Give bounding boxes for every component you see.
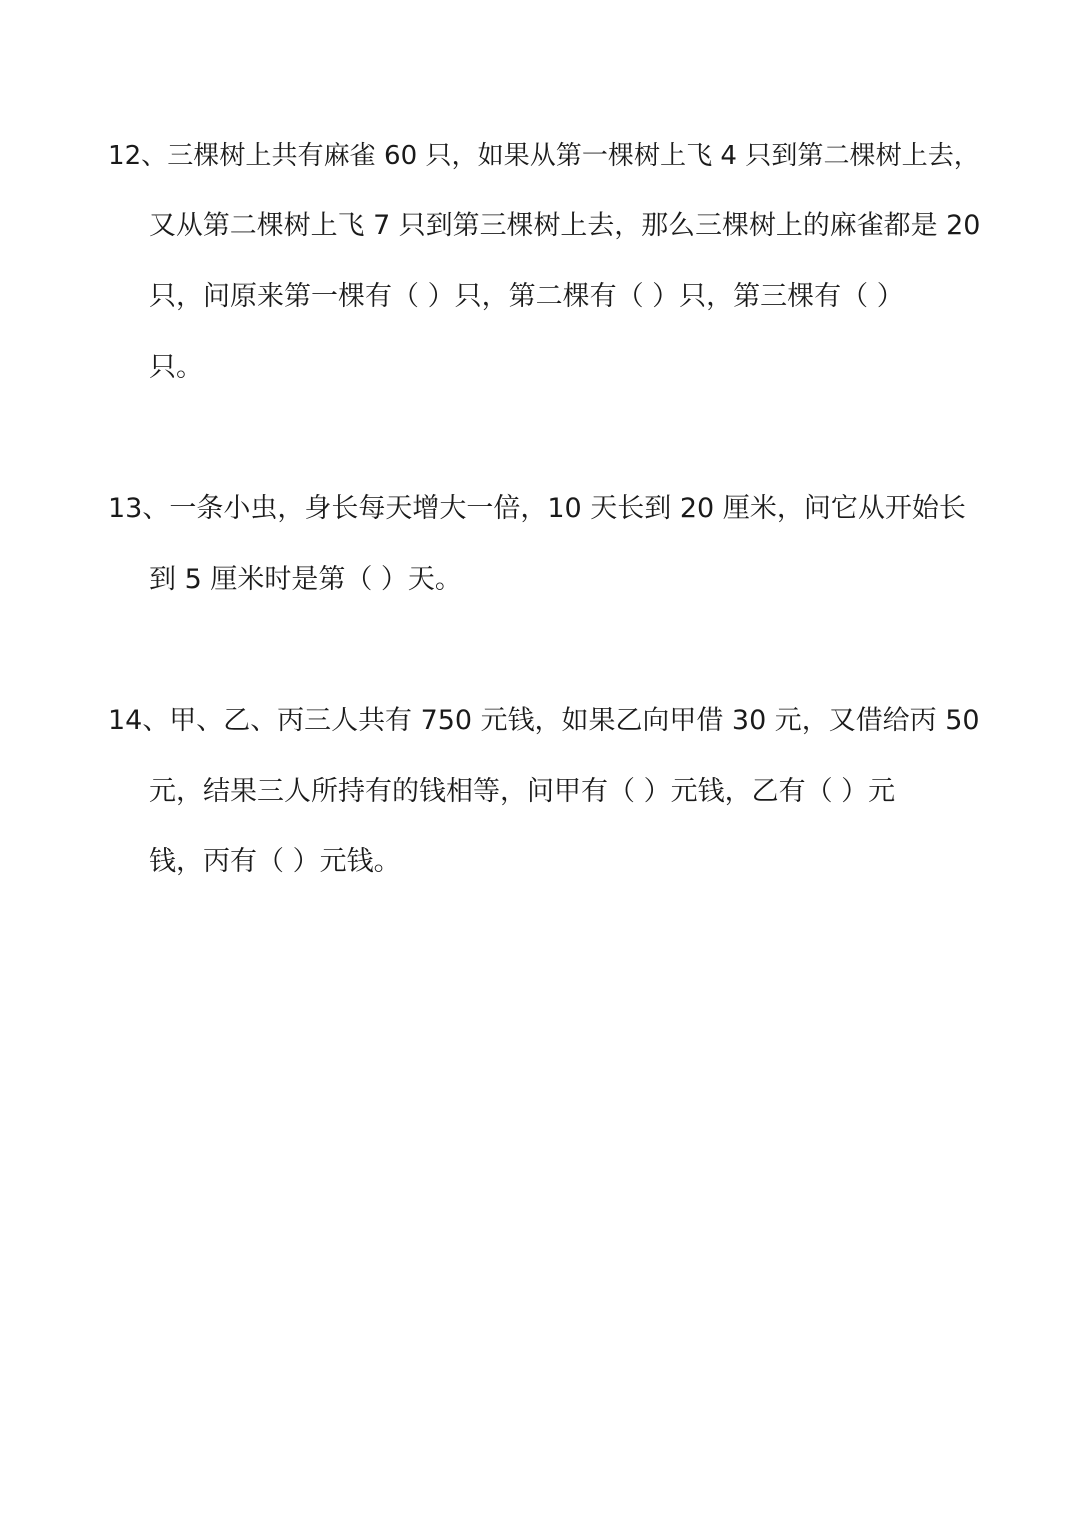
question-14-line-1: 14、甲、乙、丙三人共有 750 元钱，如果乙向甲借 30 元，又借给丙 50	[108, 705, 980, 736]
question-12-line-2: 又从第二棵树上飞 7 只到第三棵树上去，那么三棵树上的麻雀都是 20	[149, 210, 981, 241]
question-12-line-1: 12、三棵树上共有麻雀 60 只，如果从第一棵树上飞 4 只到第二棵树上去，	[108, 141, 980, 171]
question-13-line-1: 13、一条小虫，身长每天增大一倍，10 天长到 20 厘米，问它从开始长	[108, 493, 966, 524]
question-12-line-3: 只，问原来第一棵有（ ）只，第二棵有（ ）只，第三棵有（ ）	[149, 281, 904, 312]
question-14-line-3: 钱，丙有（ ）元钱。	[149, 846, 401, 877]
question-13-line-2: 到 5 厘米时是第（ ）天。	[149, 564, 462, 595]
question-14-line-2: 元，结果三人所持有的钱相等，问甲有（ ）元钱，乙有（ ）元	[149, 776, 896, 807]
question-12-line-4: 只。	[149, 352, 203, 383]
